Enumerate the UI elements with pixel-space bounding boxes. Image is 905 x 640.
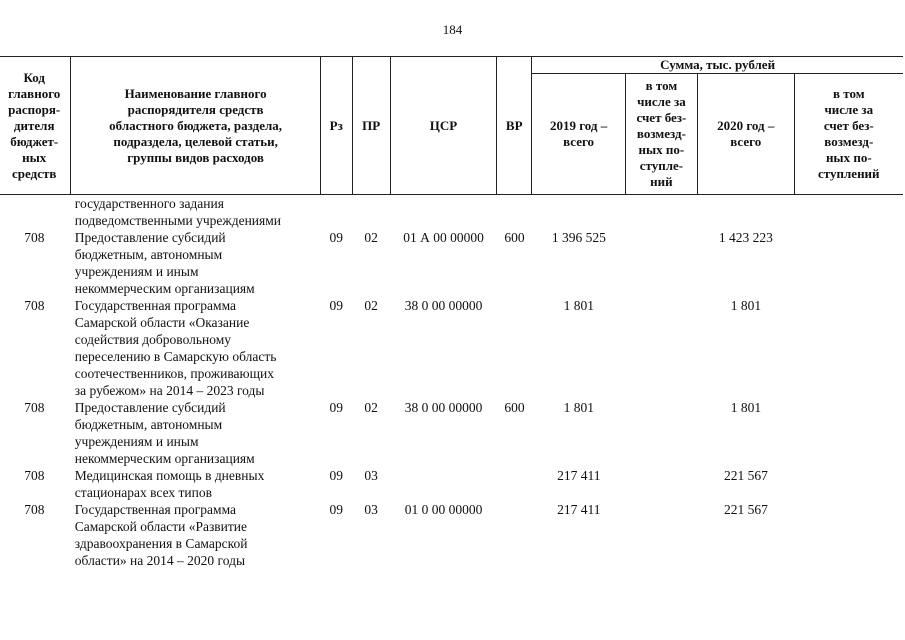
cell-csr: 01 0 00 00000: [404, 502, 483, 517]
table-row: [0, 297, 903, 399]
cell-pr: 03: [364, 468, 378, 483]
cell-pr: 03: [364, 502, 378, 517]
cell-name: Государственная программа Самарской области «Оказание содействия добровольному переселению в Самарскую область соотечественников, проживающих за рубежом» на 2014 – 2023 годы: [74, 298, 277, 398]
continuation-text: государственного задания подведомственными учреждениями: [74, 196, 282, 228]
header-vr: ВР: [497, 57, 532, 195]
cell-2019-incl: [626, 399, 698, 467]
cell-2020-total: 1 801: [730, 400, 762, 415]
header-2020-incl: в том числе за счет без- возмезд- ных по- ступлений: [794, 74, 903, 195]
cell-code: 708: [24, 298, 45, 313]
cell-rz: 09: [329, 468, 343, 483]
cell-vr: [497, 501, 532, 569]
table-row: [0, 501, 903, 569]
cell-pr: 02: [364, 400, 378, 415]
header-code: Код главного распоря- дителя бюджет- ных средств: [0, 57, 71, 195]
cell-rz: 09: [329, 298, 343, 313]
cell-name: Предоставление субсидий бюджетным, автономным учреждениям и иным некоммерческим организациям: [74, 230, 255, 296]
cell-2019-total: 217 411: [557, 502, 601, 517]
cell-rz: 09: [329, 400, 343, 415]
cell-2020-total: 221 567: [723, 468, 768, 483]
cell-pr: 02: [364, 298, 378, 313]
cell-2020-total: 1 423 223: [718, 230, 773, 245]
header-2019-incl: в том числе за счет без- возмезд- ных по- ступле- ний: [625, 74, 697, 195]
page-number: 184: [442, 22, 463, 37]
cell-2020-incl: [794, 399, 903, 467]
cell-csr: 01 А 00 00000: [403, 230, 484, 245]
cell-2020-incl: [794, 501, 903, 569]
table-row: [0, 467, 903, 501]
header-2020-total: 2020 год – всего: [697, 74, 794, 195]
cell-code: 708: [24, 400, 45, 415]
cell-2020-incl: [794, 229, 903, 297]
cell-vr: [497, 297, 532, 399]
cell-2020-incl: [794, 297, 903, 399]
header-csr: ЦСР: [390, 57, 497, 195]
cell-2019-total: 1 801: [563, 298, 595, 313]
cell-code: 708: [24, 468, 45, 483]
header-2019-total: 2019 год – всего: [532, 74, 626, 195]
continuation-row: [0, 195, 903, 229]
table-row: [0, 229, 903, 297]
cell-name: Медицинская помощь в дневных стационарах всех типов: [74, 468, 265, 500]
cell-2020-incl: [794, 467, 903, 501]
header-sum-group: Сумма, тыс. рублей: [532, 57, 903, 74]
cell-2020-total: 221 567: [723, 502, 768, 517]
cell-name: Государственная программа Самарской области «Развитие здравоохранения в Самарской области» на 2014 – 2020 годы: [74, 502, 248, 568]
cell-name: Предоставление субсидий бюджетным, автономным учреждениям и иным некоммерческим организациям: [74, 400, 255, 466]
cell-2019-incl: [626, 297, 698, 399]
cell-csr: 38 0 00 00000: [404, 400, 483, 415]
table-row: [0, 399, 903, 467]
cell-vr: 600: [504, 230, 525, 245]
cell-2019-incl: [626, 467, 698, 501]
cell-pr: 02: [364, 230, 378, 245]
cell-2019-incl: [626, 501, 698, 569]
cell-rz: 09: [329, 502, 343, 517]
cell-vr: [497, 467, 532, 501]
cell-vr: 600: [504, 400, 525, 415]
cell-code: 708: [24, 230, 45, 245]
header-name: Наименование главного распорядителя средств областного бюджета, раздела, подраздела, целевой статьи, группы видов расходов: [71, 57, 320, 195]
cell-csr: [390, 467, 497, 501]
header-rz: Рз: [320, 57, 352, 195]
table-body: [0, 195, 903, 569]
cell-rz: 09: [329, 230, 343, 245]
cell-2019-total: 1 396 525: [551, 230, 606, 245]
cell-2019-total: 1 801: [563, 400, 595, 415]
cell-code: 708: [24, 502, 45, 517]
header-pr: ПР: [352, 57, 390, 195]
cell-2019-incl: [626, 229, 698, 297]
table-header: [0, 56, 903, 195]
cell-csr: 38 0 00 00000: [404, 298, 483, 313]
cell-2020-total: 1 801: [730, 298, 762, 313]
cell-2019-total: 217 411: [557, 468, 601, 483]
